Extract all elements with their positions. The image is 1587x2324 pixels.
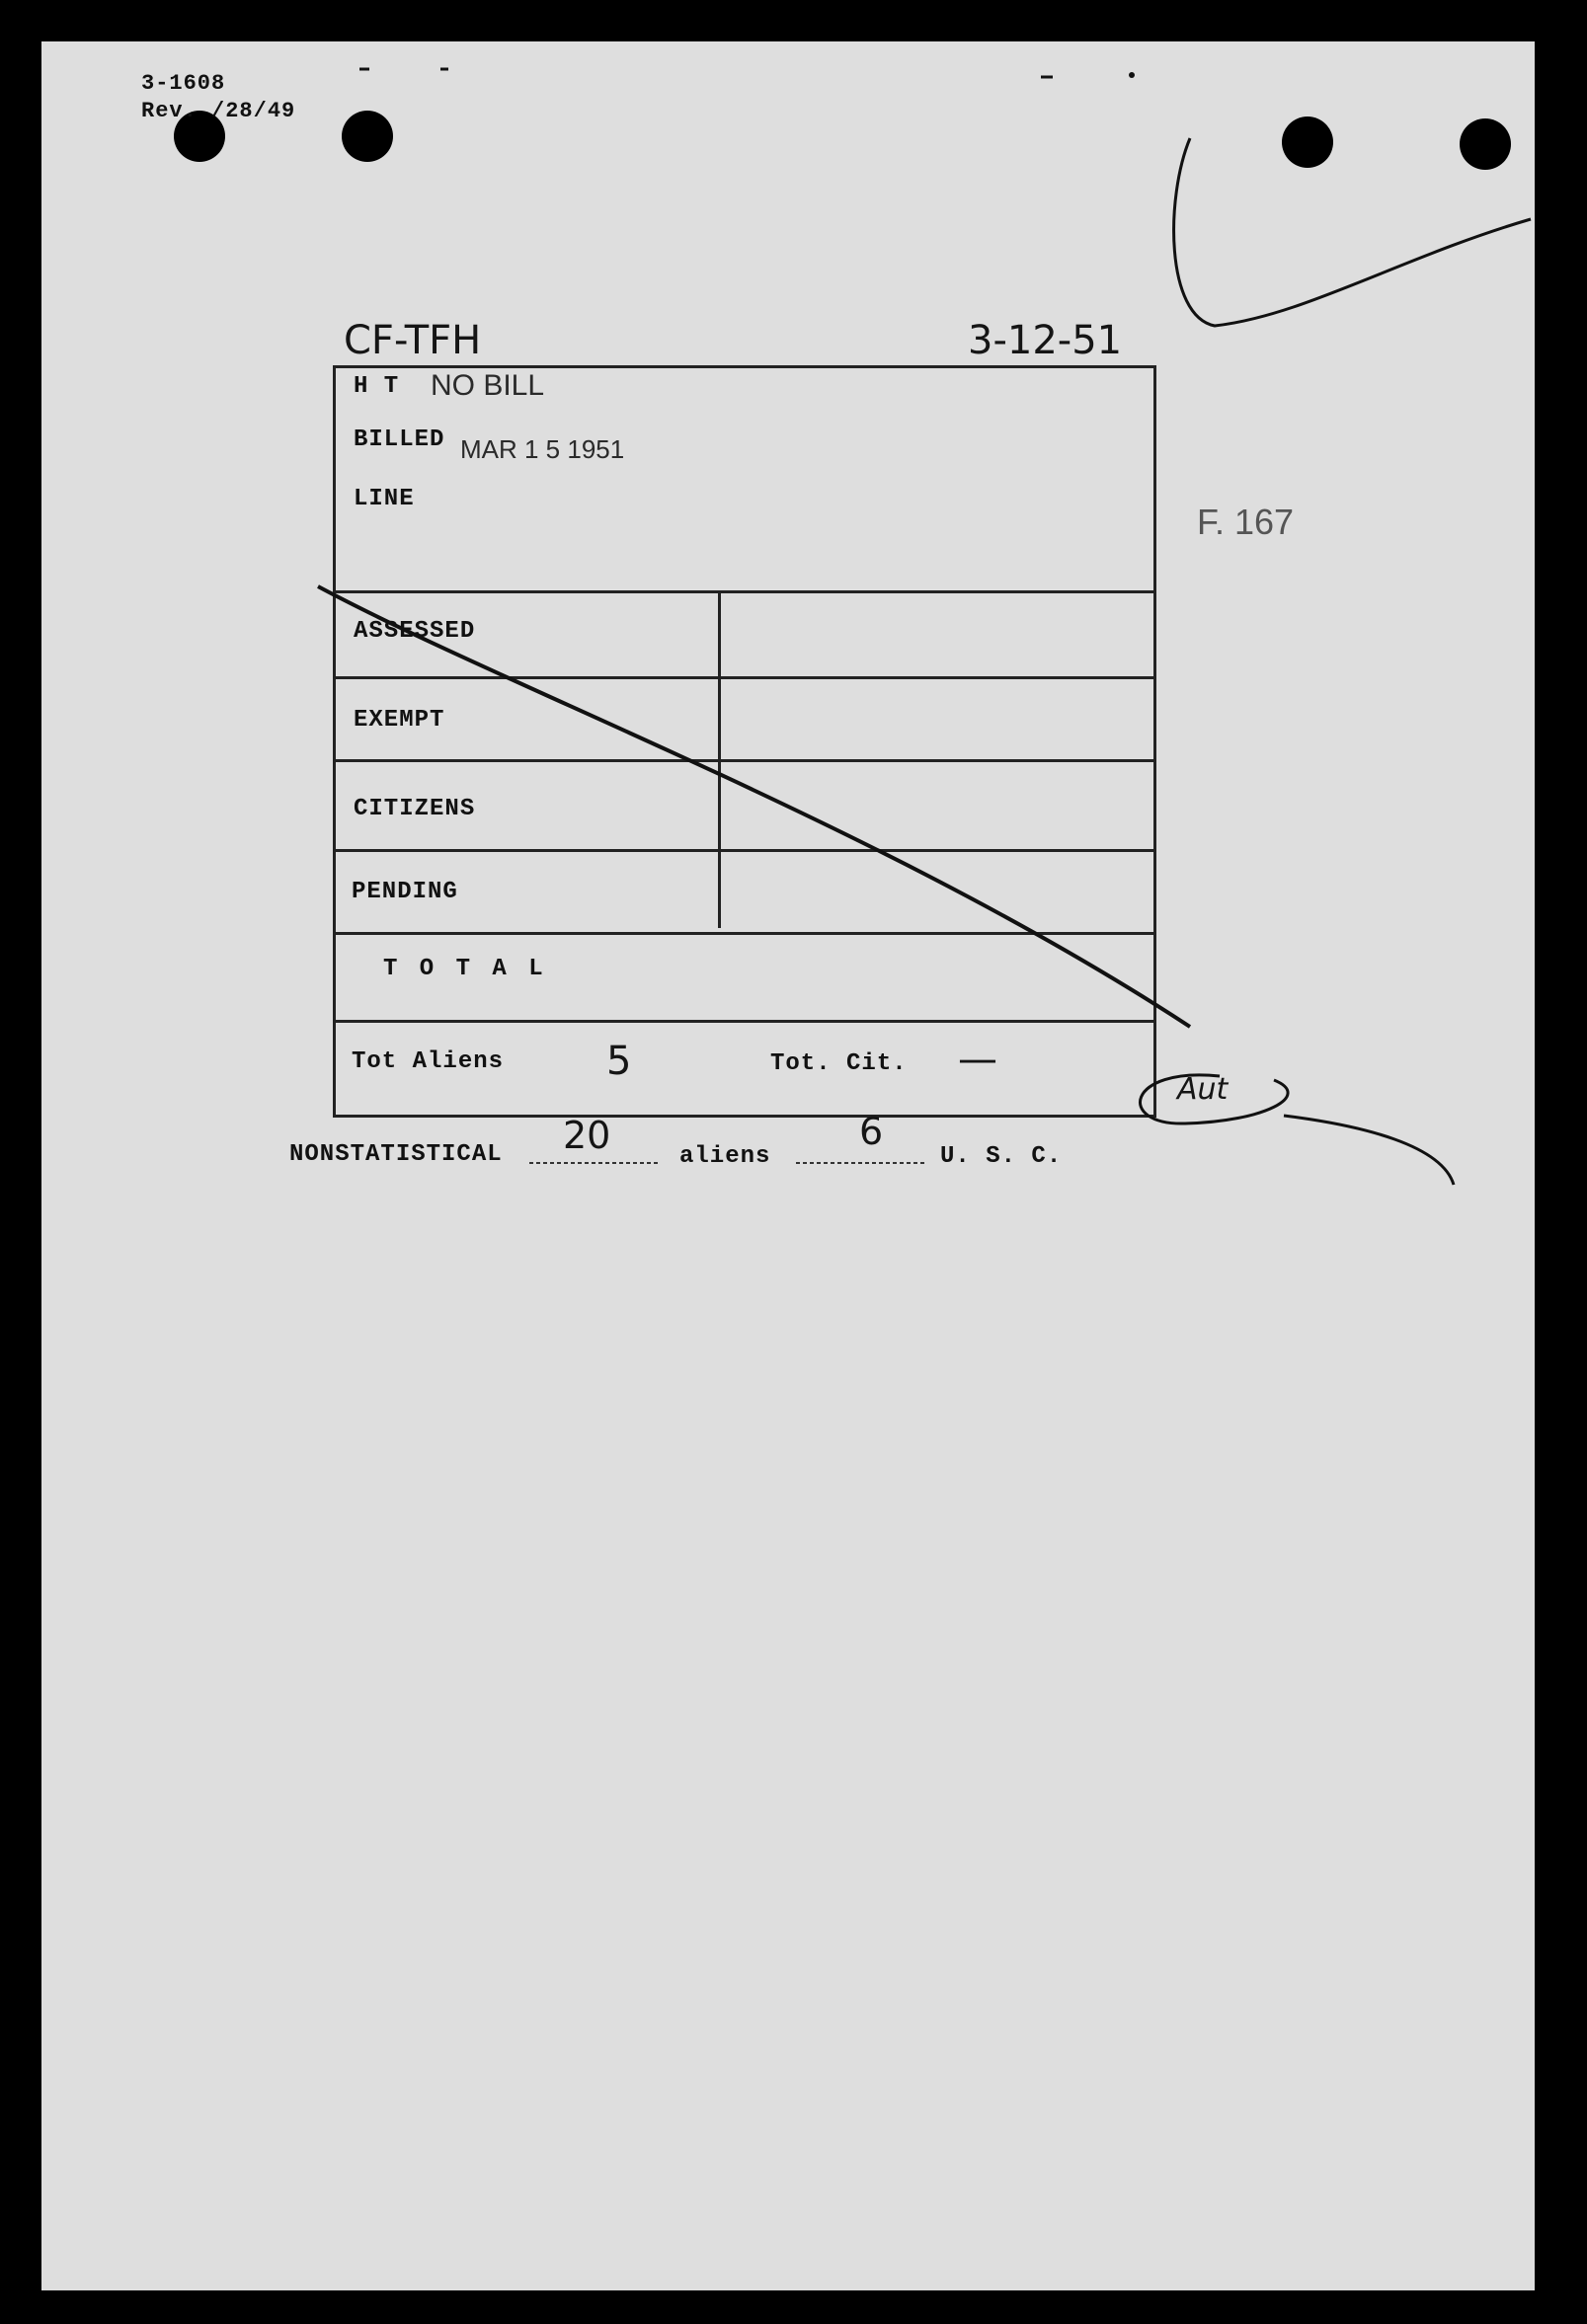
handwritten-date: 3-12-51 (968, 318, 1123, 363)
nonstatistical-label: NONSTATISTICAL (289, 1141, 503, 1168)
tot-cit-value: — (958, 1037, 997, 1082)
billed-date-stamp: MAR 1 5 1951 (460, 434, 625, 464)
form-revision: Rev. /28/49 (141, 99, 296, 123)
side-number: F. 167 (1197, 502, 1295, 542)
line-label: LINE (354, 486, 415, 512)
nonstatistical-usc-label: U. S. C. (940, 1143, 1063, 1170)
nonstatistical-aliens-value: 20 (563, 1114, 611, 1157)
handwritten-initials: Aut (1177, 1072, 1229, 1107)
strike-through-line (318, 586, 1190, 1027)
total-label: T O T A L (383, 956, 547, 982)
tot-cit-label: Tot. Cit. (770, 1050, 908, 1077)
handwritten-reference: CF-TFH (344, 318, 482, 363)
nonstatistical-usc-value: 6 (859, 1110, 884, 1153)
row-label-assessed: ASSESSED (354, 618, 476, 645)
billed-label: BILLED (354, 426, 445, 453)
row-label-exempt: EXEMPT (354, 707, 445, 734)
tot-aliens-value: 5 (606, 1039, 632, 1084)
no-bill-stamp: NO BILL (431, 369, 545, 402)
row-label-citizens: CITIZENS (354, 796, 476, 822)
form-number: 3-1608 (141, 71, 226, 96)
row-label-pending: PENDING (352, 879, 458, 905)
nonstatistical-aliens-label: aliens (679, 1143, 771, 1170)
header-mark (1129, 72, 1135, 78)
tot-aliens-label: Tot Aliens (352, 1048, 505, 1075)
initials-tail (1284, 1116, 1454, 1185)
ht-label: H T (354, 373, 400, 400)
initials-loop (1140, 1075, 1288, 1123)
corner-check-mark (1174, 138, 1531, 326)
